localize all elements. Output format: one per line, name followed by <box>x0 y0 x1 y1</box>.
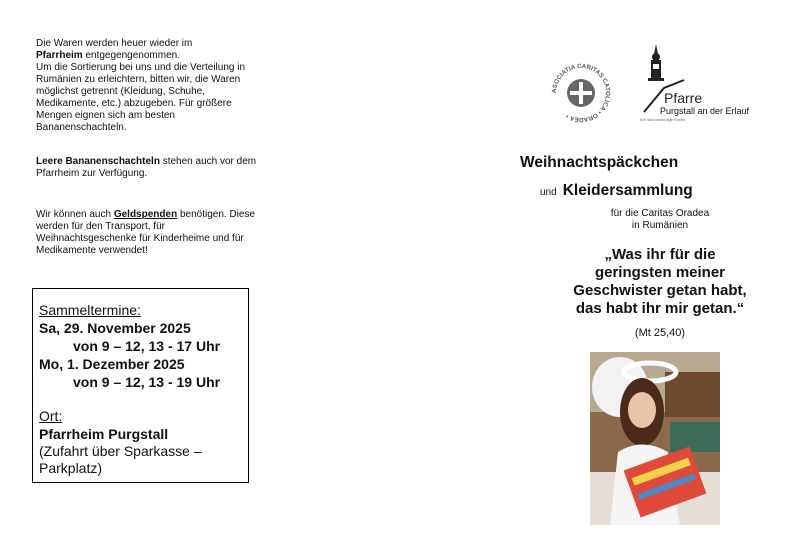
title-kleidersammlung-line <box>540 182 800 200</box>
location-name: Pfarrheim Purgstall <box>39 426 169 442</box>
boxes-rest: stehen auch vor dem Pfarrheim zur Verfügung. <box>36 156 257 179</box>
title-kleidersammlung: Kleidersammlung <box>562 182 693 199</box>
donation-paragraph <box>36 209 258 257</box>
boxes-bold: Leere Bananenschachteln <box>36 156 160 167</box>
location-detail: (Zufahrt über Sparkasse – Parkplatz) <box>39 443 202 476</box>
date-row-2: Mo, 1. Dezember 2025 <box>39 356 185 372</box>
time-row-1: von 9 – 12, 13 - 17 Uhr <box>73 338 221 354</box>
pfarre-place: Purgstall an der Erlauf <box>660 106 750 116</box>
angel-child-photo <box>590 352 720 525</box>
caritas-ring-text: ASOCIATIA CARITAS CATOLICA • ORADEA • <box>550 62 612 124</box>
boxes-paragraph <box>36 156 258 180</box>
quote-line-3: Geschwister getan habt, <box>573 282 747 299</box>
title-weihnachtspaeckchen: Weihnachtspäckchen <box>520 154 679 171</box>
subtitle-line-1: für die Caritas Oradea <box>610 208 710 219</box>
intro-bold: Pfarrheim <box>36 50 83 61</box>
intro-paragraph <box>36 38 258 134</box>
subtitle <box>550 208 770 232</box>
pfarre-name: Pfarre <box>664 90 703 106</box>
intro-line2: entgegengenommen. <box>82 50 180 61</box>
quote-line-4: das habt ihr mir getan.“ <box>575 300 745 317</box>
bible-reference: (Mt 25,40) <box>634 327 686 339</box>
donation-rest: benötigen. Diese werden für den Transport, für Weihnachtsgeschenke für Kinderheime und für Medikamente verwendet! <box>36 209 256 256</box>
intro-line1: Die Waren werden heuer wieder im <box>36 38 193 49</box>
date-row-1: Sa, 29. November 2025 <box>39 320 191 336</box>
time-row-2: von 9 – 12, 13 - 19 Uhr <box>73 374 221 390</box>
donation-link-text: Geldspenden <box>113 209 178 220</box>
pfarre-logo <box>634 40 774 120</box>
pfarre-tagline: Wir sind lebendige Kirche <box>640 117 686 122</box>
dates-box <box>32 288 249 483</box>
dates-heading: Sammeltermine: <box>39 302 141 318</box>
quote-line-2: geringsten meiner <box>594 264 726 281</box>
intro-rest: Um die Sortierung bei uns und die Verteilung in Rumänien zu erleichtern, bitten wir, die Waren möglichst getrennt (Kleidung, Schuhe, Medikamente, etc.) abzugeben. Für größere Mengen eignen sich am besten Bananenschachteln. <box>36 62 246 133</box>
bible-quote <box>530 246 790 318</box>
caritas-logo <box>550 62 612 124</box>
subtitle-line-2: in Rumänien <box>631 220 689 231</box>
title-und: und <box>540 187 557 198</box>
location-heading: Ort: <box>39 408 63 424</box>
donation-start: Wir können auch <box>36 209 114 220</box>
quote-line-1: „Was ihr für die <box>604 246 716 263</box>
